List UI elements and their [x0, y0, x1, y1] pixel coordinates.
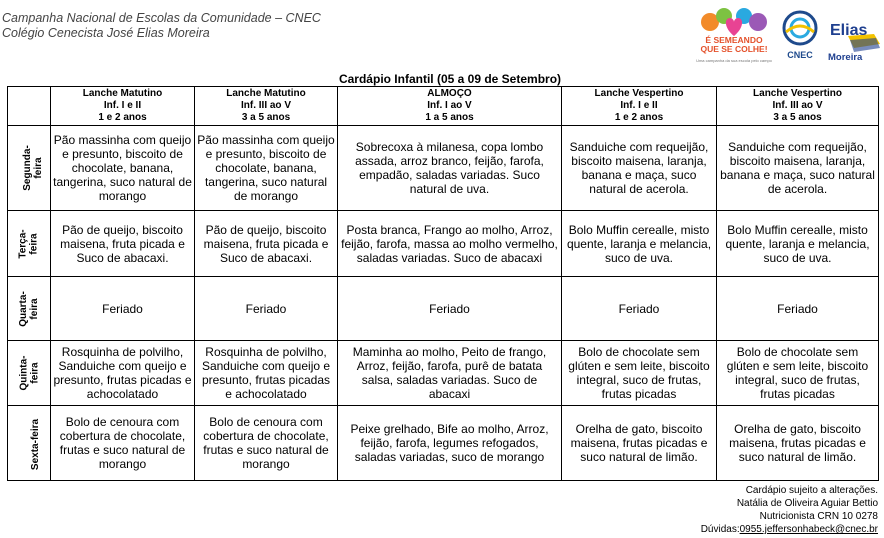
column-header	[338, 87, 562, 126]
table-row	[8, 211, 879, 277]
column-group: Inf. I ao V	[427, 100, 472, 111]
day-label-line: Quarta-	[18, 290, 29, 327]
menu-cell: Feriado	[717, 277, 879, 341]
day-cell	[8, 341, 51, 406]
day-label-line: Terça-	[18, 228, 29, 259]
menu-cell: Sanduiche com requeijão, biscoito maisena, laranja, banana e maça, suco natural de acerola.	[562, 126, 717, 211]
cnec-logo	[780, 6, 820, 70]
menu-table	[7, 86, 879, 481]
menu-cell: Bolo de chocolate sem glúten e sem leite, biscoito integral, suco de frutas, frutas picadas	[717, 341, 879, 406]
table-header-row	[8, 87, 879, 126]
menu-cell: Sobrecoxa à milanesa, copa lombo assada, arroz branco, feijão, farofa, empadão, saladas variadas. Suco natural de uva.	[338, 126, 562, 211]
column-title: ALMOÇO	[427, 88, 472, 99]
menu-cell: Rosquinha de polvilho, Sanduiche com queijo e presunto, frutas picadas e achocolatado	[51, 341, 195, 406]
contact-label: Dúvidas:	[700, 524, 740, 535]
menu-cell: Feriado	[338, 277, 562, 341]
campaign-logo	[694, 6, 774, 70]
day-label-line: Quinta-	[18, 355, 29, 391]
menu-cell: Bolo de chocolate sem glúten e sem leite, biscoito integral, suco de frutas, frutas picadas	[562, 341, 717, 406]
menu-cell: Sanduiche com requeijão, biscoito maisena, laranja, banana e maça, suco natural de acerola.	[717, 126, 879, 211]
day-label	[18, 291, 40, 327]
day-label-line: feira	[32, 157, 44, 179]
column-ages: 1 a 5 anos	[425, 112, 474, 123]
menu-cell: Orelha de gato, biscoito maisena, frutas picadas e suco natural de limão.	[717, 406, 879, 481]
day-label-line: feira	[29, 232, 40, 255]
menu-cell: Maminha ao molho, Peito de frango, Arroz, feijão, farofa, purê de batata salsa, saladas variadas. Suco de abacaxi	[338, 341, 562, 406]
menu-cell: Feriado	[195, 277, 338, 341]
column-title: Lanche Matutino	[82, 88, 163, 99]
table-row	[8, 277, 879, 341]
nutritionist-crn: Nutricionista CRN 10 0278	[759, 511, 878, 522]
day-cell	[8, 126, 51, 211]
column-header	[195, 87, 338, 126]
menu-cell: Pão massinha com queijo e presunto, biscoito de chocolate, banana, tangerina, suco natural de morango	[195, 126, 338, 211]
footer	[701, 484, 878, 536]
day-cell	[8, 211, 51, 277]
campaign-logo-text	[694, 36, 774, 54]
cnec-emblem-icon	[780, 6, 820, 50]
day-label-line: feira	[29, 362, 40, 384]
day-cell	[8, 277, 51, 341]
moreira-logo-label: Moreira	[828, 52, 863, 63]
column-header	[562, 87, 717, 126]
column-title: Lanche Vespertino	[594, 88, 684, 99]
contact-email-link[interactable]: 0955.jeffersonhabeck@cnec.br	[739, 524, 878, 535]
contact-line	[701, 523, 878, 536]
menu-cell: Pão de queijo, biscoito maisena, fruta picada e Suco de abacaxi.	[195, 211, 338, 277]
column-ages: 1 e 2 anos	[614, 112, 664, 123]
day-label-line: Sexta-feira	[30, 418, 42, 471]
menu-cell: Peixe grelhado, Bife ao molho, Arroz, feijão, farofa, legumes refogados, saladas variadas, suco de morango	[338, 406, 562, 481]
column-ages: 3 a 5 anos	[773, 112, 822, 123]
day-cell	[8, 406, 51, 481]
column-group: Inf. I e II	[620, 100, 658, 111]
table-row	[8, 126, 879, 211]
campaign-line-2: QUE SE COLHE!	[700, 44, 768, 54]
footer-note: Cardápio sujeito a alterações.	[745, 485, 878, 496]
school-header	[2, 11, 321, 41]
column-ages: 1 e 2 anos	[98, 112, 147, 123]
column-title: Lanche Vespertino	[753, 88, 842, 99]
elias-moreira-logo	[824, 12, 880, 66]
table-row	[8, 406, 879, 481]
menu-title: Cardápio Infantil (05 a 09 de Setembro)	[338, 72, 562, 86]
day-label-line: Segunda-	[21, 145, 33, 191]
column-ages: 3 a 5 anos	[241, 112, 291, 123]
column-group: Inf. I e II	[103, 100, 142, 111]
column-group: Inf. III ao V	[240, 100, 291, 111]
campaign-subtext: Uma campanha da sua escola pelo campo	[696, 58, 772, 63]
menu-cell: Feriado	[51, 277, 195, 341]
menu-cell: Bolo de cenoura com cobertura de chocolate, frutas e suco natural de morango	[195, 406, 338, 481]
day-label-line: feira	[29, 297, 40, 320]
table-row	[8, 341, 879, 406]
column-title: Lanche Matutino	[226, 88, 306, 99]
day-label	[30, 419, 41, 470]
column-group: Inf. III ao V	[772, 100, 823, 111]
menu-cell: Orelha de gato, biscoito maisena, frutas picadas e suco natural de limão.	[562, 406, 717, 481]
logo-group	[694, 6, 880, 70]
menu-cell: Bolo Muffin cerealle, misto quente, laranja e melancia, suco de uva.	[562, 211, 717, 277]
menu-cell: Bolo de cenoura com cobertura de chocolate, frutas e suco natural de morango	[51, 406, 195, 481]
elias-logo-label: Elias	[830, 22, 868, 39]
menu-cell: Pão de queijo, biscoito maisena, fruta picada e Suco de abacaxi.	[51, 211, 195, 277]
header-line-2: Colégio Cenecista José Elias Moreira	[2, 26, 210, 40]
column-header	[51, 87, 195, 126]
day-label	[18, 229, 40, 258]
campaign-line-1: É SEMEANDO	[705, 35, 763, 45]
menu-cell: Pão massinha com queijo e presunto, biscoito de chocolate, banana, tangerina, suco natural de morango	[51, 126, 195, 211]
corner-cell	[8, 87, 51, 126]
nutritionist-name: Natália de Oliveira Aguiar Bettio	[736, 498, 878, 509]
column-header	[717, 87, 879, 126]
header-line-1: Campanha Nacional de Escolas da Comunidade – CNEC	[2, 11, 321, 25]
day-label	[22, 145, 44, 191]
cnec-logo-label: CNEC	[787, 50, 813, 60]
menu-cell: Bolo Muffin cerealle, misto quente, laranja e melancia, suco de uva.	[717, 211, 879, 277]
menu-cell: Rosquinha de polvilho, Sanduiche com queijo e presunto, frutas picadas e achocolatado	[195, 341, 338, 406]
menu-cell: Feriado	[562, 277, 717, 341]
menu-cell: Posta branca, Frango ao molho, Arroz, feijão, farofa, massa ao molho vermelho, saladas variadas. Suco de abacaxi	[338, 211, 562, 277]
day-label	[18, 356, 40, 391]
